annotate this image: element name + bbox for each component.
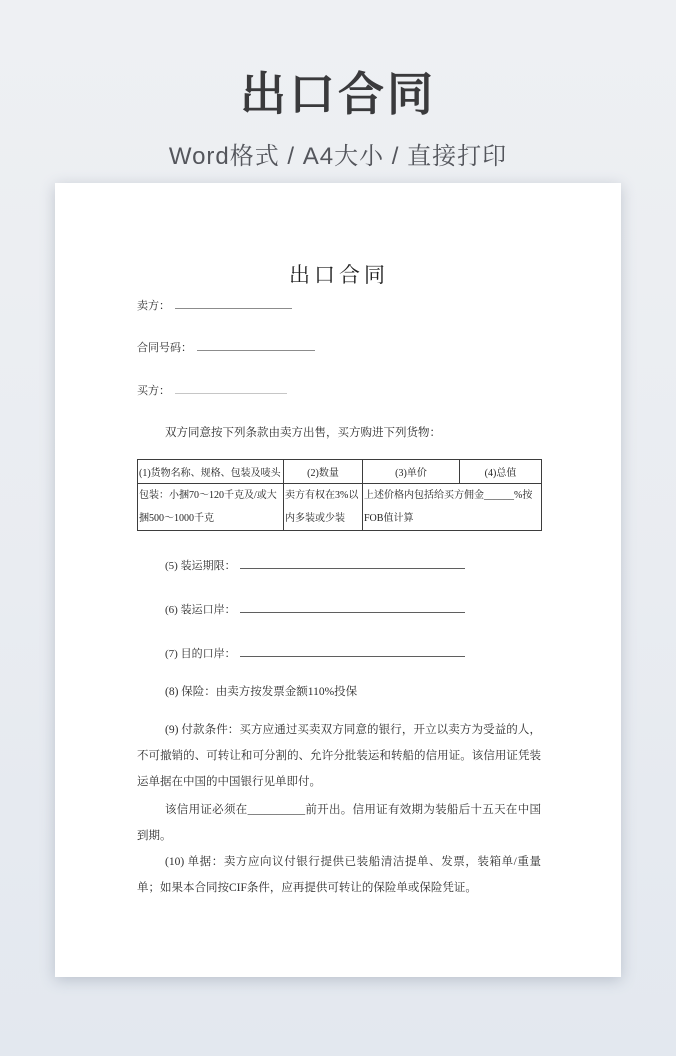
cell-quantity-line2: 内多装或少装 bbox=[285, 513, 345, 524]
clause-documents: (10) 单据：卖方应向议付银行提供已装船清洁提单、发票，装箱单/重量单；如果本合同按CIF条件，应再提供可转让的保险单或保险凭证。 bbox=[137, 856, 541, 894]
document-preview-sheet bbox=[55, 183, 621, 977]
cell-price-line2: FOB值计算 bbox=[364, 513, 414, 524]
col-header-unit-price: (3)单价 bbox=[363, 460, 460, 484]
clause-loading-port-blank-line bbox=[240, 600, 465, 613]
clause-loading-port-label: (6) 装运口岸： bbox=[165, 604, 236, 616]
col-header-quantity: (2)数量 bbox=[284, 460, 363, 484]
clause-destination-port-blank-line bbox=[240, 644, 465, 657]
buyer-field-row bbox=[137, 381, 541, 398]
clause-destination-port-label: (7) 目的口岸： bbox=[165, 648, 236, 660]
cell-packing bbox=[138, 484, 284, 531]
col-header-total-value: (4)总值 bbox=[460, 460, 542, 484]
cell-price-commission bbox=[363, 484, 542, 531]
cell-packing-line2: 捆500～1000千克 bbox=[139, 513, 214, 524]
goods-table-header-row bbox=[138, 460, 542, 484]
clause-payment-terms: (9) 付款条件：买方应通过买卖双方同意的银行，开立以卖方为受益的人，不可撤销的、可转让和可分割的、允许分批装运和转船的信用证。该信用证凭装运单据在中国的中国银行见单即付。 bbox=[137, 724, 541, 788]
clause-shipment-period-row bbox=[137, 556, 569, 573]
clause-loading-port-row bbox=[137, 600, 569, 617]
clause-shipment-period-label: (5) 装运期限： bbox=[165, 560, 236, 572]
cell-price-line1: 上述价格内包括给买方佣金______%按 bbox=[364, 490, 533, 501]
goods-table-body-row bbox=[138, 484, 542, 531]
clause-shipment-period-blank-line bbox=[240, 556, 465, 569]
seller-field-row bbox=[137, 296, 541, 313]
seller-blank-line bbox=[175, 296, 292, 309]
goods-table bbox=[137, 459, 542, 531]
doc-title: 出口合同 bbox=[289, 263, 389, 287]
clause-destination-port-row bbox=[137, 644, 569, 661]
seller-label: 卖方： bbox=[137, 300, 170, 312]
buyer-blank-line bbox=[175, 381, 287, 394]
page-subtitle: Word格式 / A4大小 / 直接打印 bbox=[168, 143, 508, 170]
contract-no-blank-line bbox=[197, 338, 315, 351]
col-header-goods: (1)货物名称、规格、包装及唛头 bbox=[138, 460, 284, 484]
page-title: 出口合同 bbox=[240, 68, 436, 120]
goods-table-container bbox=[137, 459, 541, 531]
contract-no-field-row bbox=[137, 338, 541, 355]
page-header bbox=[0, 0, 676, 171]
cell-quantity-line1: 卖方有权在3%以 bbox=[285, 490, 359, 501]
intro-sentence: 双方同意按下列条款由卖方出售，买方购进下列货物： bbox=[165, 427, 441, 439]
clause-letter-of-credit-deadline: 该信用证必须在__________前开出。信用证有效期为装船后十五天在中国到期。 bbox=[137, 804, 541, 842]
contract-no-label: 合同号码： bbox=[137, 342, 192, 354]
clause-insurance: (8) 保险：由卖方按发票金额110%投保 bbox=[165, 686, 358, 698]
buyer-label: 买方： bbox=[137, 385, 170, 397]
cell-packing-line1: 包装：小捆70～120千克及/或大 bbox=[139, 490, 277, 501]
cell-quantity-tolerance bbox=[284, 484, 363, 531]
